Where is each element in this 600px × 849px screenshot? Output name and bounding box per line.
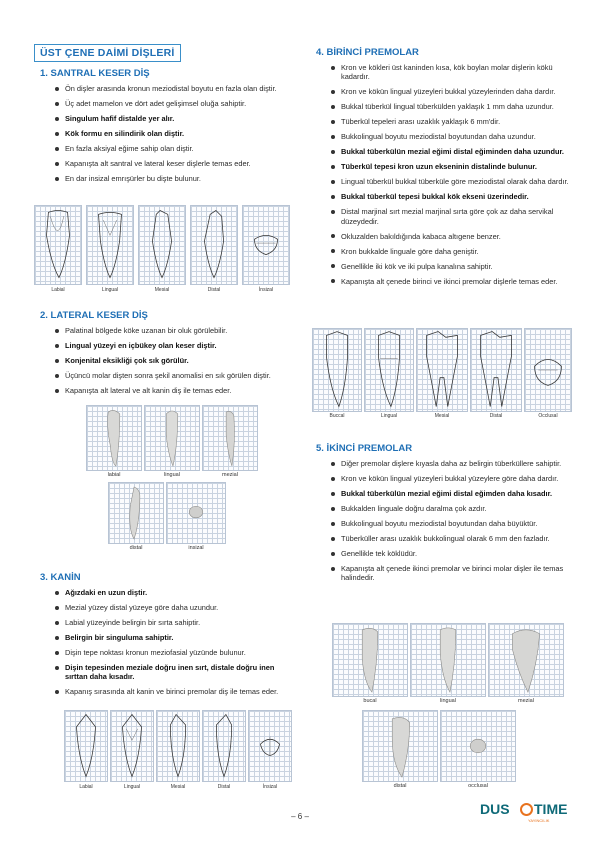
list-item: Kapanışta alt santral ve lateral keser dişlerle temas eder. (52, 159, 292, 168)
kanin-caption-0: Labial (79, 784, 93, 790)
premolar2-bucal-photo (332, 623, 408, 697)
logo-text-left: DUS (480, 801, 510, 817)
premolar2-caption-3: distal (393, 783, 407, 789)
list-item: Kapanış sırasında alt kanin ve birinci premolar diş ile temas eder. (52, 687, 296, 696)
kanin-lingual-drawing (110, 710, 154, 782)
logo-tagline: YAYINCILIK (528, 818, 550, 823)
list-item: Kron bukkalde linguale göre daha geniştir. (328, 247, 574, 256)
list-item: Kapanışta alt lateral ve alt kanin diş ile temas eder. (52, 386, 292, 395)
santral-mesial-drawing (138, 205, 186, 285)
premolar2-bullet-list (328, 459, 574, 588)
premolar2-lingual-photo (410, 623, 486, 697)
page-number: – 6 – (291, 812, 309, 821)
list-item: Dişin tepesinden meziale doğru inen sırt, distale doğru inen sırttan daha kısadır. (52, 663, 296, 682)
santral-bullet-list (52, 84, 292, 189)
list-item: Bukkal tüberkül lingual tüberkülden yaklaşık 1 mm daha uzundur. (328, 102, 574, 111)
kanin-insizal-drawing (248, 710, 292, 782)
santral-caption-3: Distal (207, 287, 221, 293)
lateral-labial-photo (86, 405, 142, 471)
santral-insizal-drawing (242, 205, 290, 285)
santral-caption-2: Mesial (154, 287, 170, 293)
list-item: Kapanışta alt çenede birinci ve ikinci premolar dişlerle temas eder. (328, 277, 574, 286)
list-item: Genellikle tek köklüdür. (328, 549, 574, 558)
santral-caption-0: Labial (51, 287, 65, 293)
section-title-kanin: 3. KANİN (40, 572, 81, 583)
list-item: Distal marjinal sırt mezial marjinal sırta göre çok az daha servikal düzeydedir. (328, 207, 574, 226)
premolar1-caption-4: Occlusal (538, 413, 558, 419)
santral-caption-1: Lingual (101, 287, 119, 293)
santral-distal-drawing (190, 205, 238, 285)
lateral-distal-photo (108, 482, 164, 544)
lateral-caption-0: labial (107, 472, 121, 478)
list-item: Bukkalden linguale doğru daralma çok azdır. (328, 504, 574, 513)
santral-caption-4: İnsizal (258, 287, 274, 293)
list-item: Üç adet mamelon ve dört adet gelişimsel oluğa sahiptir. (52, 99, 292, 108)
list-item: Konjenital eksikliği çok sık görülür. (52, 356, 292, 365)
list-item: Belirgin bir singuluma sahiptir. (52, 633, 296, 642)
premolar2-caption-1: lingual (440, 698, 456, 704)
publisher-logo (480, 801, 572, 825)
premolar1-lingual-drawing (364, 328, 414, 412)
list-item: Üçüncü molar dişten sonra şekil anomalisi en sık görülen diştir. (52, 371, 292, 380)
premolar1-distal-drawing (470, 328, 522, 412)
premolar1-buccal-drawing (312, 328, 362, 412)
list-item: Kapanışta alt çenede ikinci premolar ve birinci molar dişler ile temas halindedir. (328, 564, 574, 583)
premolar1-bullet-list (328, 63, 574, 292)
premolar2-occlusal-photo (440, 710, 516, 782)
lateral-bullet-list (52, 326, 292, 401)
list-item: Tüberkül tepeleri arası uzaklık yaklaşık 6 mm'dir. (328, 117, 574, 126)
kanin-caption-3: Distal (217, 784, 231, 790)
list-item: En fazla aksiyal eğime sahip olan diştir. (52, 144, 292, 153)
list-item: Bukkolingual boyutu meziodistal boyutundan daha büyüktür. (328, 519, 574, 528)
kanin-labial-drawing (64, 710, 108, 782)
list-item: Diğer premolar dişlere kıyasla daha az belirgin tüberküllere sahiptir. (328, 459, 574, 468)
list-item: Dişin tepe noktası kronun meziofasial yüzünde bulunur. (52, 648, 296, 657)
kanin-caption-1: Lingual (123, 784, 141, 790)
kanin-caption-4: İnsizal (262, 784, 278, 790)
list-item: Genellikle iki kök ve iki pulpa kanalına sahiptir. (328, 262, 574, 271)
list-item: Kök formu en silindirik olan diştir. (52, 129, 292, 138)
list-item: Bukkolingual boyutu meziodistal boyutundan daha uzundur. (328, 132, 574, 141)
premolar1-mesial-drawing (416, 328, 468, 412)
kanin-caption-2: Mesial (170, 784, 186, 790)
lateral-lingual-photo (144, 405, 200, 471)
logo-text-right: TIME (534, 801, 568, 817)
list-item: Ön dişler arasında kronun meziodistal boyutu en fazla olan diştir. (52, 84, 292, 93)
santral-lingual-drawing (86, 205, 134, 285)
list-item: Lingual yüzeyi en içbükey olan keser diştir. (52, 341, 292, 350)
kanin-distal-drawing (202, 710, 246, 782)
list-item: Mezial yüzey distal yüzeye göre daha uzundur. (52, 603, 296, 612)
lateral-caption-2: mezial (222, 472, 238, 478)
lateral-caption-3: distal (129, 545, 143, 551)
lateral-caption-1: lingual (164, 472, 180, 478)
list-item: Kron ve kökleri üst kaninden kısa, kök boylan molar dişlerin kökü kadardır. (328, 63, 574, 82)
list-item: Bukkal tüberkül tepesi bukkal kök ekseni üzerindedir. (328, 192, 574, 201)
section-title-premolar2: 5. İKİNCİ PREMOLAR (316, 443, 413, 454)
section-title-lateral: 2. LATERAL KESER DİŞ (40, 310, 148, 321)
list-item: Lingual tüberkül bukkal tüberküle göre meziodistal olarak daha dardır. (328, 177, 574, 186)
list-item: Bukkal tüberkülün mezial eğimi distal eğimden daha kısadır. (328, 489, 574, 498)
lateral-mezial-photo (202, 405, 258, 471)
premolar1-occlusal-drawing (524, 328, 572, 412)
premolar2-caption-2: mezial (518, 698, 534, 704)
section-title-santral: 1. SANTRAL KESER DİŞ (40, 68, 150, 79)
premolar2-mezial-photo (488, 623, 564, 697)
section-title-premolar1: 4. BİRİNCİ PREMOLAR (316, 47, 419, 58)
list-item: Kron ve kökün lingual yüzeyleri bukkal yüzeylere göre daha dardır. (328, 474, 574, 483)
santral-labial-drawing (34, 205, 82, 285)
list-item: Kron ve kökün lingual yüzeyleri bukkal yüzeylerinden daha dardır. (328, 87, 574, 96)
list-item: Singulum hafif distalde yer alır. (52, 114, 292, 123)
list-item: Tüberküller arası uzaklık bukkolingual olarak 6 mm den fazladır. (328, 534, 574, 543)
list-item: Labial yüzeyinde belirgin bir sırta sahiptir. (52, 618, 296, 627)
premolar2-caption-0: bucal (363, 698, 377, 704)
list-item: Tüberkül tepesi kron uzun ekseninin distalinde bulunur. (328, 162, 574, 171)
list-item: En dar insizal emrışürler bu dişte bulunur. (52, 174, 292, 183)
page-title: ÜST ÇENE DAİMİ DİŞLERİ (34, 44, 181, 62)
premolar2-distal-photo (362, 710, 438, 782)
kanin-mesial-drawing (156, 710, 200, 782)
list-item: Ağızdaki en uzun diştir. (52, 588, 296, 597)
premolar1-caption-3: Distal (489, 413, 503, 419)
premolar1-caption-2: Mesial (434, 413, 450, 419)
kanin-bullet-list (52, 588, 296, 702)
lateral-caption-4: insizal (188, 545, 204, 551)
premolar2-caption-4: occlusal (468, 783, 488, 789)
lateral-insizal-photo (166, 482, 226, 544)
list-item: Bukkal tüberkülün mezial eğimi distal eğiminden daha uzundur. (328, 147, 574, 156)
logo-ring-icon (520, 803, 533, 816)
list-item: Palatinal bölgede köke uzanan bir oluk görülebilir. (52, 326, 292, 335)
premolar1-caption-0: Buccal (329, 413, 345, 419)
list-item: Okluzalden bakıldığında kabaca altıgene benzer. (328, 232, 574, 241)
premolar1-caption-1: Lingual (380, 413, 398, 419)
